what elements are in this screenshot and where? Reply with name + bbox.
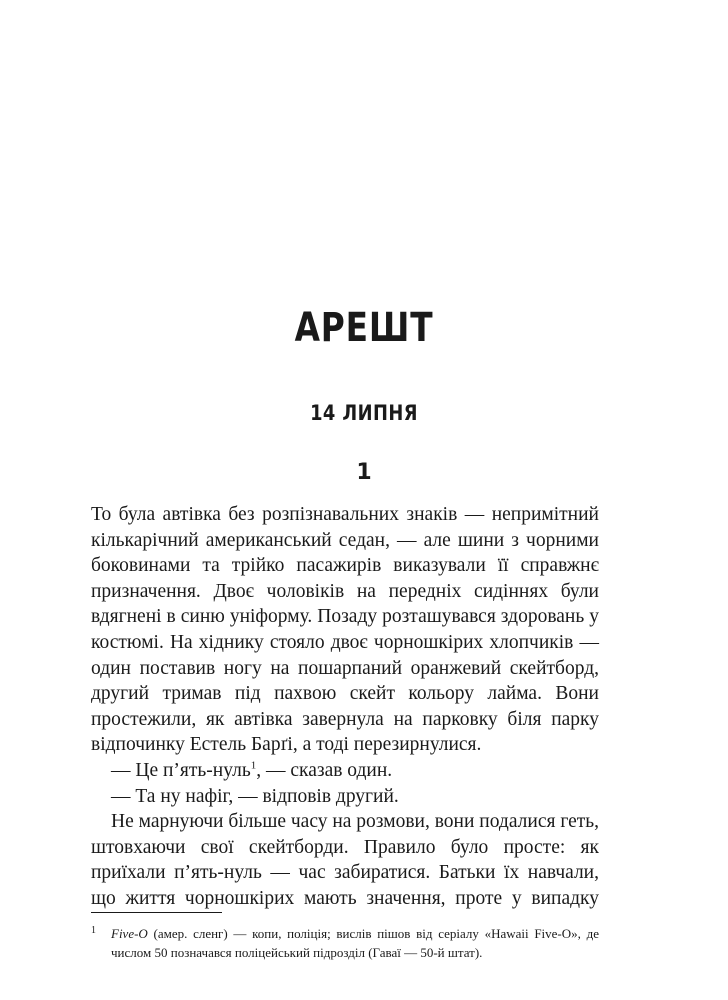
part-title: АРЕШТ bbox=[294, 305, 434, 351]
dialog-line-1-before: — Це п’ять-нуль bbox=[111, 759, 251, 781]
paragraph-opening: То була автівка без розпізнавальних знаків — непримітний кількарічний американський седан, — але шини з чорними боковинами та трійко пасажирів виказували її справжнє призначення. Двоє чоловіків на передніх сидіннях були вдягнені в синю уніформу. Позаду розташувався здоровань у костюмі. На хіднику стояло двоє чорношкірих хлопчиків — один поставив ногу на пошарпаний оранжевий скейтборд, другий тримав під пахвою скейт кольору лайма. Вони простежили, як автівка завернула на парковку біля парку відпочинку Естель Барґі, а тоді перезирнулися. bbox=[91, 504, 599, 756]
paragraph-continuation: Не марнуючи більше часу на розмови, вони подалися геть, штовхаючи свої скейтборди. Правило було просте: як приїхали п’ять-нуль — час забиратися. Батьки їх навчали, що життя чорношкірих мають значення, проте у випадку bbox=[91, 811, 600, 909]
dialog-line-2: — Та ну нафіг, — відповів другий. bbox=[111, 785, 399, 807]
footnote-text: (амер. сленг) — копи, поліція; вислів пішов від серіалу «Hawaii Five-O», де числом 50 позначався поліцейський підрозділ (Гаваї — 50-й штат). bbox=[111, 926, 599, 960]
footnote-mark: 1 bbox=[91, 925, 96, 936]
date-heading: 14 ЛИПНЯ bbox=[310, 401, 418, 425]
footnote bbox=[91, 924, 599, 962]
footnote-term: Five-O bbox=[111, 926, 148, 941]
footnote-body bbox=[111, 924, 599, 962]
dialog-line-1-after: , — сказав один. bbox=[256, 759, 393, 781]
footnote-reference: 1 bbox=[250, 759, 257, 772]
dialog-line-1 bbox=[91, 758, 599, 784]
footnote-divider bbox=[91, 912, 222, 913]
chapter-number: 1 bbox=[356, 460, 372, 485]
chapter-body bbox=[91, 502, 599, 912]
